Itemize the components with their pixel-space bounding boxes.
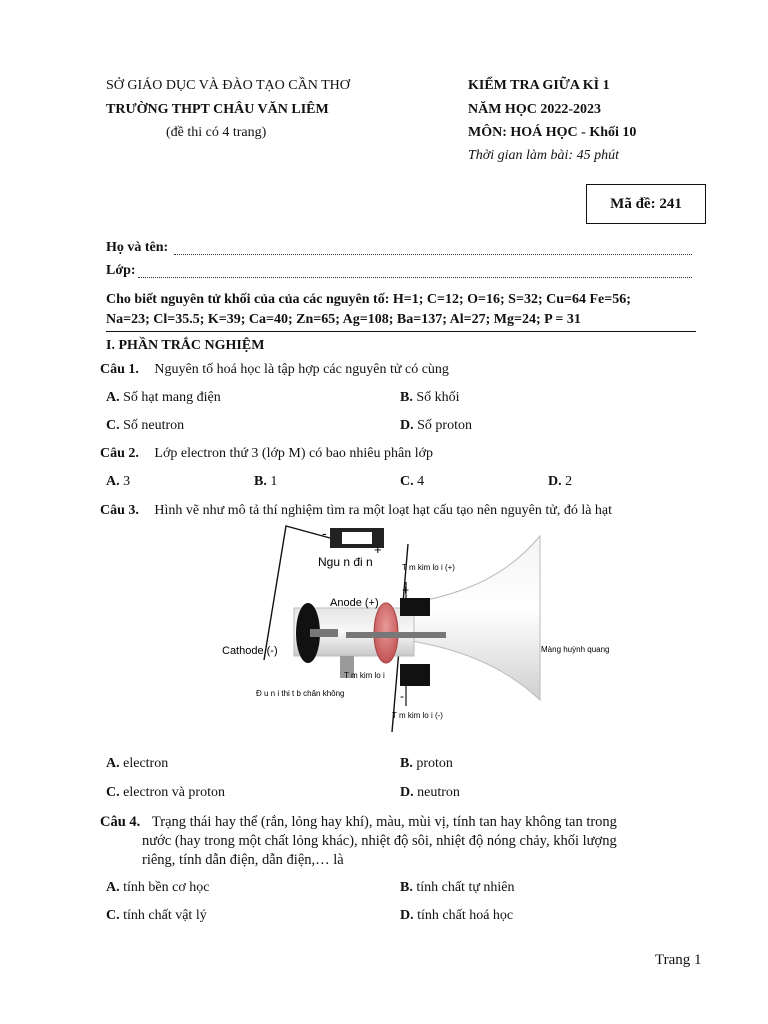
answer-option[interactable]: C. 4	[400, 474, 425, 489]
metal-plate-top	[400, 598, 430, 616]
question-label: Câu 2.	[100, 446, 139, 461]
question-label: Câu 3.	[100, 503, 139, 518]
question-text-line-3: riêng, tính dẫn điện, dẫn điện,… là	[142, 852, 344, 868]
answer-option[interactable]: A. Số hạt mang điện	[106, 390, 221, 405]
answer-option[interactable]: B. Số khối	[400, 390, 460, 405]
answer-option[interactable]: D. 2	[548, 474, 573, 489]
class-dotted-line	[138, 277, 692, 278]
question-text: Lớp electron thứ 3 (lớp M) có bao nhiêu phân lớp	[154, 446, 434, 461]
answer-option[interactable]: A. 3	[106, 474, 131, 489]
exam-code-box	[586, 184, 706, 224]
school-year: NĂM HỌC 2022-2023	[468, 102, 601, 117]
question-text: Nguyên tố hoá học là tập hợp các nguyên tử có cùng	[154, 362, 449, 377]
atomic-masses-line-2: Na=23; Cl=35.5; K=39; Ca=40; Zn=65; Ag=108; Ba=137; Al=27; Mg=24; P = 31	[106, 312, 581, 327]
question-3	[100, 503, 612, 519]
answer-option[interactable]: D. neutron	[400, 785, 460, 800]
answer-option[interactable]: A. electron	[106, 756, 169, 771]
electron-beam	[346, 632, 446, 638]
class-label: Lớp:	[106, 263, 136, 278]
atomic-masses-line-1: Cho biết nguyên tử khối của của các nguyên tố: H=1; C=12; O=16; S=32; Cu=64 Fe=56;	[106, 292, 631, 307]
vacuum-label: Đ u n i thi t b chân không	[256, 689, 345, 698]
question-1	[100, 362, 449, 378]
bottom-plate-minus-label: -	[400, 689, 404, 703]
school-name: TRƯỜNG THPT CHÂU VĂN LIÊM	[106, 102, 329, 117]
section-title: I. PHẦN TRẮC NGHIỆM	[106, 338, 265, 353]
metal-plate-mid-label: T m kim lo i	[344, 671, 385, 680]
anode-label: Anode (+)	[330, 597, 379, 609]
question-label: Câu 4.	[100, 814, 141, 830]
exam-code: Mã đề: 241	[610, 195, 682, 212]
page-number: Trang 1	[655, 952, 702, 968]
power-minus-label: -	[322, 525, 327, 541]
answer-option[interactable]: C. electron và proton	[106, 785, 225, 800]
question-2	[100, 446, 433, 462]
question-label: Câu 1.	[100, 362, 139, 377]
question-text: Hình vẽ như mô tả thí nghiệm tìm ra một loạt hạt cấu tạo nên nguyên tử, đó là hạt	[154, 503, 613, 518]
section-divider	[106, 331, 696, 332]
answer-option[interactable]: D. tính chất hoá học	[400, 908, 514, 923]
answer-option[interactable]: C. Số neutron	[106, 418, 185, 433]
cathode-rod	[310, 629, 338, 637]
subject: MÔN: HOÁ HỌC - Khối 10	[468, 125, 637, 140]
cathode-ray-tube-diagram	[210, 522, 630, 732]
answer-option[interactable]: B. proton	[400, 756, 453, 771]
power-plus-label: +	[374, 542, 382, 557]
power-source-label: Ngu n đi n	[318, 555, 373, 569]
metal-plate-bottom	[400, 664, 430, 686]
answer-option[interactable]: B. 1	[254, 474, 278, 489]
answer-option[interactable]: B. tính chất tự nhiên	[400, 880, 515, 895]
exam-title: KIỂM TRA GIỮA KÌ 1	[468, 78, 610, 93]
cathode-label: Cathode (-)	[222, 645, 278, 657]
power-source-window	[342, 532, 372, 544]
department-name: SỞ GIÁO DỤC VÀ ĐÀO TẠO CẦN THƠ	[106, 78, 350, 93]
answer-option[interactable]: C. tính chất vật lý	[106, 908, 207, 923]
name-label: Họ và tên:	[106, 240, 169, 255]
question-text-line-1: Trạng thái hay thể (rắn, lỏng hay khí), màu, mùi vị, tính tan hay không tan trong	[151, 814, 617, 830]
pages-note: (đề thi có 4 trang)	[166, 125, 267, 140]
answer-option[interactable]: D. Số proton	[400, 418, 472, 433]
name-dotted-line	[174, 254, 692, 255]
metal-plate-plus-label: T m kim lo i (+)	[402, 563, 455, 572]
metal-plate-minus-label: T m kim lo i (-)	[392, 711, 443, 720]
question-text-line-2: nước (hay trong một chất lỏng khác), nhiệt độ sôi, nhiệt độ nóng chảy, khối lượng	[142, 833, 617, 849]
screen-label: Màng huỳnh quang	[541, 645, 610, 654]
duration: Thời gian làm bài: 45 phút	[468, 148, 619, 163]
top-plate-plus-label: +	[402, 583, 410, 597]
answer-option[interactable]: A. tính bền cơ học	[106, 880, 210, 895]
question-4	[100, 814, 617, 831]
